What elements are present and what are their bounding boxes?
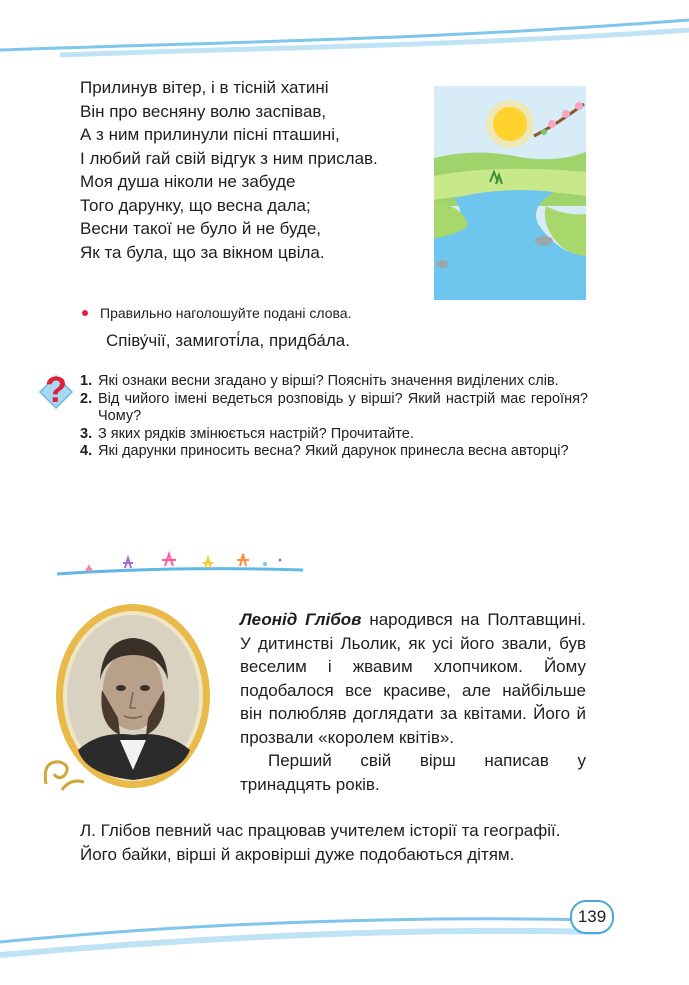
svg-text:?: ? xyxy=(45,370,67,410)
poem-line: А з ним прилинули пісні пташині, xyxy=(80,125,340,144)
question-text: Які ознаки весни згадано у вірші? Поясніть значення виділених слів. xyxy=(98,373,559,389)
sparkle-divider-decoration xyxy=(55,548,305,582)
question-number: 1. xyxy=(80,373,93,389)
stress-task-instruction-row xyxy=(82,305,351,321)
poem-line: Весни такої не було й не буде, xyxy=(80,219,322,238)
question-text: З яких рядків змінюється настрій? Прочитайте. xyxy=(98,425,414,442)
poem-line: І любий гай свій відгук з ним прислав. xyxy=(80,148,378,168)
author-bio-bottom xyxy=(80,819,586,866)
bio-paragraph-4: Його байки, вірші й акровірші дуже подобаються дітям. xyxy=(80,844,515,864)
poem-line: Того дарунку, що весна дала; xyxy=(80,195,311,215)
stress-task-instruction: Правильно наголошуйте подані слова. xyxy=(100,305,352,321)
author-portrait xyxy=(40,600,230,796)
question-item xyxy=(80,426,588,444)
poem-line: Як та була, що за вікном цвіла. xyxy=(80,242,325,262)
questions-list xyxy=(80,373,588,461)
stress-words: Співу́чії, замиготі́ла, придба́ла. xyxy=(106,331,350,350)
author-bio-top xyxy=(240,608,586,796)
question-number: 4. xyxy=(80,443,93,459)
poem-line: Прилинув вітер, і в тісній хатині xyxy=(80,78,329,97)
bio-paragraph-1-rest: народився на Полтавщині. У дитинстві Льолик, як усі його звали, був веселим і жвавим хлопчиком. Йому подобалося все красиве, але найбільше він полюбляв доглядати за квітами. Його й прозвали «королем квітів». xyxy=(240,610,586,747)
question-item xyxy=(80,391,588,426)
question-item xyxy=(80,443,588,461)
bio-paragraph-2: Перший свій вірш написав у тринадцять років. xyxy=(240,751,586,794)
question-mark-icon xyxy=(36,370,76,414)
question-number: 2. xyxy=(80,390,93,407)
bio-paragraph-3: Л. Глібов певний час працював учителем історії та географії. xyxy=(80,821,561,840)
question-number: 3. xyxy=(80,425,93,442)
question-text: Які дарунки приносить весна? Який дарунок принесла весна авторці? xyxy=(98,443,569,459)
poem-line: Моя душа ніколи не забуде xyxy=(80,172,296,191)
author-name: Леонід Глібов xyxy=(240,610,362,629)
bullet-icon xyxy=(82,310,88,316)
page-number: 139 xyxy=(570,900,614,934)
spring-landscape-illustration xyxy=(434,86,586,300)
question-text: Від чийого імені ведеться розповідь у вірші? Який настрій має героїня? Чому? xyxy=(98,390,588,424)
top-wave-decoration xyxy=(0,0,689,70)
question-item xyxy=(80,373,588,391)
poem-line: Він про весняну волю заспівав, xyxy=(80,101,327,121)
poem xyxy=(80,76,430,264)
